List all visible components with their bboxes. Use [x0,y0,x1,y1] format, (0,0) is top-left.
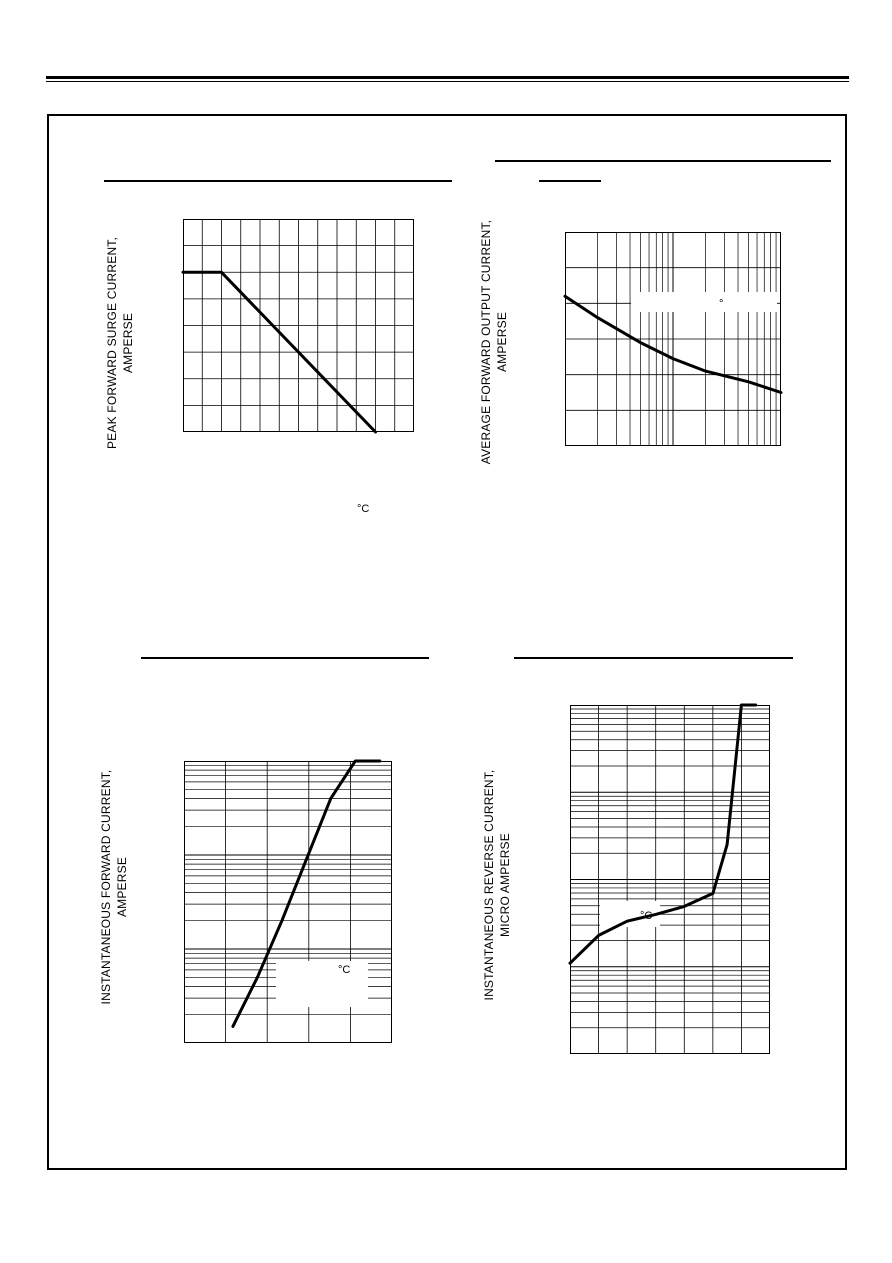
chart1-y-axis-label [104,143,138,543]
chart4-y-label-line2: MICRO AMPERSE [498,833,512,937]
chart3-plot [184,761,392,1043]
chart2-plot [565,232,781,446]
legend-box [276,961,368,1007]
chart1-title-rule [104,180,452,182]
legend-box [631,292,777,312]
chart1-plot [183,219,414,432]
chart3-y-label-line2: AMPERSE [115,856,129,918]
chart1-unit-label: °C [357,503,370,515]
chart4-plot [570,705,770,1054]
chart2-title-rule [495,160,831,162]
chart3-y-label-line1: INSTANTANEOUS FORWARD CURRENT, [99,769,113,1005]
chart3-legend-label: °C [338,964,351,976]
chart1-y-label-line2: AMPERSE [121,312,135,374]
header-rule-thin [46,81,849,82]
chart3-y-axis-label [98,677,132,1097]
chart4-y-label-line1: INSTANTANEOUS REVERSE CURRENT, [482,769,496,1001]
chart2-y-axis-label [478,142,512,542]
chart2-legend-label: ° [719,298,724,310]
series-line [570,705,756,963]
chart2-y-label-line1: AVERAGE FORWARD OUTPUT CURRENT, [479,219,493,465]
chart1-y-label-line1: PEAK FORWARD SURGE CURRENT, [105,236,119,450]
chart4-title-rule [514,657,793,659]
chart2-subtitle-rule [539,180,601,182]
chart4-legend-label: °C [640,910,653,922]
chart3-title-rule [141,657,429,659]
header-rule-thick [46,76,849,79]
chart2-y-label-line2: AMPERSE [495,311,509,373]
chart4-y-axis-label [481,675,515,1095]
